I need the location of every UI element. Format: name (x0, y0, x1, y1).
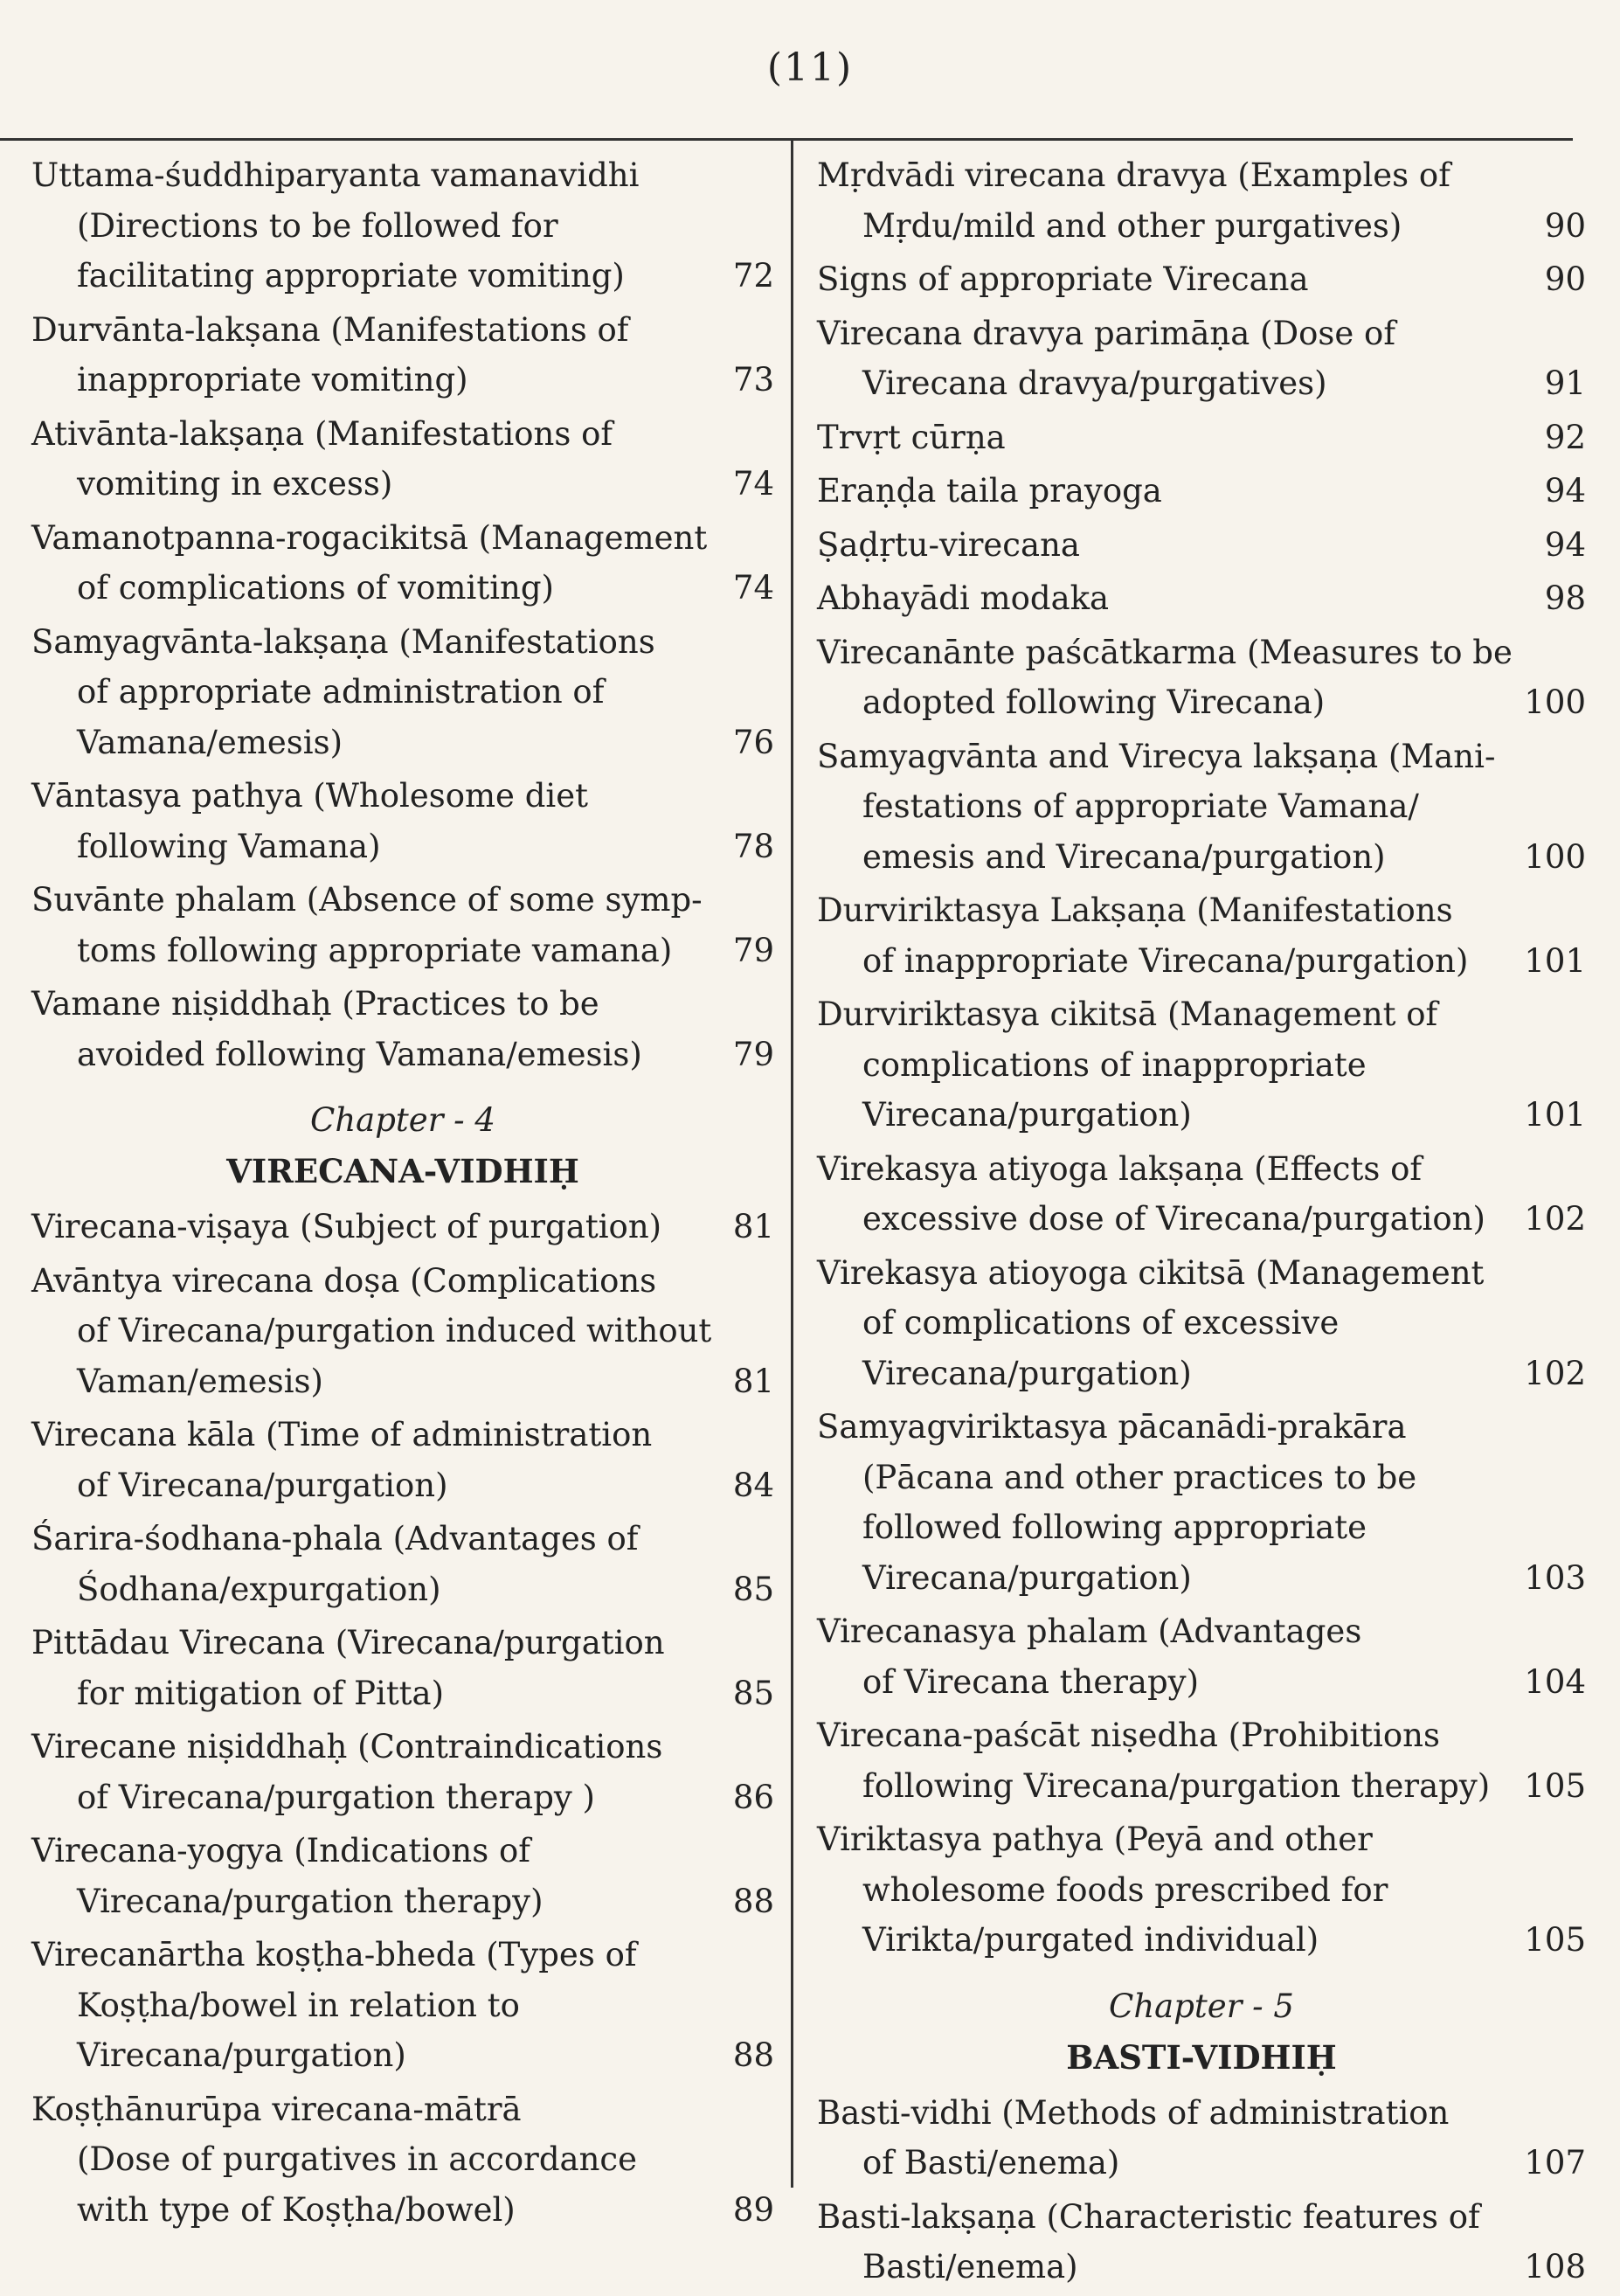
toc-page-number: 101 (1524, 1096, 1586, 1134)
toc-entry (817, 2192, 1586, 2293)
toc-entry-line: Ṣaḍṛtu-virecana (817, 525, 1080, 564)
toc-entry (817, 1814, 1586, 1966)
toc-entry-line: Virecane niṣiddhaḥ (Contraindications (31, 1728, 663, 1765)
toc-page-number: 94 (1544, 472, 1586, 510)
toc-entry-line: of inappropriate Virecana/purgation) (862, 941, 1469, 980)
toc-page-number: 76 (732, 723, 774, 761)
toc-page-number: 105 (1524, 1766, 1586, 1805)
toc-page-number: 86 (732, 1778, 774, 1816)
toc-entry-line: following Virecana/purgation therapy) (862, 1766, 1491, 1805)
toc-entry (817, 466, 1586, 517)
toc-entry (31, 1410, 774, 1510)
toc-entry (817, 732, 1586, 883)
toc-entry-line: following Vamana) (77, 827, 381, 865)
toc-entry-line: Virecana/purgation) (862, 1558, 1192, 1597)
toc-entry-line: Śodhana/expurgation) (77, 1570, 441, 1608)
toc-page-number: 88 (732, 2036, 774, 2074)
left-column (31, 150, 774, 2238)
toc-entry (31, 875, 774, 975)
toc-entry-line: Uttama-śuddhiparyanta vamanavidhi (31, 156, 640, 194)
toc-entry-line: inappropriate vomiting) (77, 361, 468, 399)
header-rule (0, 138, 1573, 141)
toc-page-number: 81 (732, 1208, 774, 1245)
toc-entry-line: Mṛdu/mild and other purgatives) (862, 206, 1402, 245)
toc-entry-line: of complications of vomiting) (77, 569, 554, 607)
toc-entry-line: Eraṇḍa taila prayoga (817, 472, 1162, 510)
toc-page-number: 107 (1524, 2144, 1586, 2182)
toc-entry-line: (Dose of purgatives in accordance (77, 2140, 638, 2178)
toc-entry-line: of Virecana/purgation) (77, 1466, 448, 1504)
toc-page-number: 90 (1544, 206, 1586, 245)
toc-entry-line: Durvānta-lakṣana (Manifestations of (31, 310, 629, 349)
toc-entry (31, 1826, 774, 1926)
page-number: (11) (766, 45, 854, 90)
toc-page-number: 79 (732, 931, 774, 969)
toc-page-number: 88 (732, 1882, 774, 1920)
toc-entry-line: Koṣṭha/bowel in relation to (77, 1986, 520, 2024)
toc-entry-line: emesis and Virecana/purgation) (862, 837, 1386, 876)
toc-entry-line: Samyagvānta-lakṣaṇa (Manifestations (31, 622, 655, 661)
toc-entry (31, 1514, 774, 1614)
toc-entry-line: Signs of appropriate Virecana (817, 260, 1309, 298)
toc-page-number: 101 (1524, 941, 1586, 980)
right-entries-after (817, 2088, 1586, 2293)
toc-entry-line: (Pācana and other practices to be (862, 1458, 1417, 1496)
toc-page-number: 104 (1524, 1662, 1586, 1701)
toc-page-number: 78 (732, 827, 774, 865)
toc-entry (817, 628, 1586, 728)
toc-entry (31, 513, 774, 614)
toc-page-number: 79 (732, 1035, 774, 1073)
toc-entry-line: Virecana-yogya (Indications of (31, 1832, 530, 1869)
toc-entry-line: Avāntya virecana doṣa (Complications (31, 1261, 657, 1300)
toc-entry-line: Virecanārtha koṣṭha-bheda (Types of (31, 1936, 637, 1973)
toc-page-number: 81 (732, 1362, 774, 1400)
toc-entry-line: Durviriktasya cikitsā (Management of (817, 995, 1438, 1033)
toc-page-number: 84 (732, 1466, 774, 1504)
toc-entry (31, 1256, 774, 1407)
toc-entry-line: Durviriktasya Lakṣaṇa (Manifestations (817, 891, 1453, 929)
toc-entry (31, 1930, 774, 2081)
toc-entry-line: Virecanānte paścātkarma (Measures to be (817, 633, 1513, 671)
left-entries-after (31, 1202, 774, 2235)
toc-entry (817, 573, 1586, 624)
toc-entry-line: Virecana-viṣaya (Subject of purgation) (31, 1208, 662, 1245)
toc-entry-line: Basti-vidhi (Methods of administration (817, 2093, 1450, 2132)
toc-entry-line: Virecana/purgation) (77, 2036, 406, 2074)
toc-entry-line: of complications of excessive (862, 1304, 1340, 1342)
chapter-title: VIRECANA-VIDHIḤ (226, 1152, 579, 1190)
toc-page-number: 90 (1544, 260, 1586, 298)
toc-entry-line: wholesome foods prescribed for (862, 1870, 1388, 1909)
toc-page-number: 108 (1524, 2248, 1586, 2286)
toc-entry-line: Virecana dravya parimāṇa (Dose of (817, 314, 1396, 352)
toc-entry (817, 413, 1586, 463)
toc-entry-line: Virecana/purgation therapy) (77, 1882, 543, 1920)
toc-entry (817, 150, 1586, 251)
toc-entry-line: Virecana/purgation) (862, 1096, 1192, 1134)
left-entries-before (31, 150, 774, 1079)
toc-entry (817, 1248, 1586, 1399)
toc-entry-line: Basti-lakṣaṇa (Characteristic features of (817, 2197, 1480, 2236)
toc-entry (31, 305, 774, 406)
toc-entry (817, 1144, 1586, 1245)
toc-entry-line: of Virecana/purgation therapy ) (77, 1778, 595, 1816)
toc-page-number: 103 (1524, 1558, 1586, 1597)
right-column (817, 150, 1586, 2296)
toc-entry (817, 1606, 1586, 1707)
toc-page-number: 91 (1544, 364, 1586, 402)
toc-entry (31, 1202, 774, 1252)
toc-entry-line: Basti/enema) (862, 2248, 1078, 2286)
toc-page-number: 100 (1524, 683, 1586, 721)
toc-page-number: 105 (1524, 1921, 1586, 1959)
toc-entry-line: Mṛdvādi virecana dravya (Examples of (817, 156, 1450, 194)
toc-entry-line: of Virecana therapy) (862, 1662, 1200, 1701)
chapter-title: BASTI-VIDHIḤ (1066, 2037, 1337, 2077)
toc-entry (817, 989, 1586, 1141)
toc-page-number: 89 (732, 2190, 774, 2229)
toc-entry-line: Samyagvānta and Virecya lakṣaṇa (Mani- (817, 737, 1496, 775)
toc-entry (31, 1722, 774, 1822)
toc-page-number: 85 (732, 1674, 774, 1712)
toc-entry-line: Śarira-śodhana-phala (Advantages of (31, 1520, 639, 1557)
toc-entry-line: vomiting in excess) (77, 465, 393, 503)
toc-page-number: 74 (732, 465, 774, 503)
right-entries-before (817, 150, 1586, 1966)
toc-entry (31, 1618, 774, 1718)
toc-entry-line: of appropriate administration of (77, 673, 605, 711)
toc-entry-line: Virikta/purgated individual) (862, 1921, 1319, 1959)
toc-entry-line: followed following appropriate (862, 1509, 1367, 1546)
toc-page-number: 100 (1524, 837, 1586, 876)
toc-page-number: 74 (732, 569, 774, 607)
toc-entry-line: complications of inappropriate (862, 1045, 1367, 1084)
toc-entry-line: Vāntasya pathya (Wholesome diet (31, 777, 589, 815)
toc-entry-line: Virekasya atioyoga cikitsā (Management (817, 1253, 1485, 1292)
toc-entry-line: Virecanasya phalam (Advantages (817, 1613, 1362, 1650)
toc-entry-line: Vamane niṣiddhaḥ (Practices to be (31, 985, 599, 1023)
toc-entry-line: adopted following Virecana) (862, 683, 1326, 721)
toc-entry (817, 254, 1586, 305)
column-divider (791, 138, 793, 2188)
toc-entry-line: Viriktasya pathya (Peyā and other (817, 1821, 1373, 1858)
toc-entry-line: Suvānte phalam (Absence of some symp- (31, 881, 703, 919)
toc-entry (817, 309, 1586, 409)
toc-entry-line: Vamana/emesis) (77, 723, 343, 761)
toc-entry-line: Virecana-paścāt niṣedha (Prohibitions (817, 1717, 1440, 1754)
chapter-label: Chapter - 4 (310, 1101, 495, 1139)
toc-page-number: 85 (732, 1570, 774, 1608)
toc-entry-line: Samyagviriktasya pācanādi-prakāra (817, 1408, 1407, 1446)
toc-page-number: 92 (1544, 418, 1586, 456)
toc-entry (31, 771, 774, 871)
toc-entry (31, 409, 774, 510)
toc-entry-line: of Basti/enema) (862, 2144, 1120, 2182)
toc-entry (817, 1710, 1586, 1811)
toc-page-number: 102 (1524, 1354, 1586, 1392)
toc-entry-line: for mitigation of Pitta) (77, 1674, 445, 1712)
toc-entry-line: Vamanotpanna-rogacikitsā (Management (31, 518, 708, 557)
toc-entry-line: Vaman/emesis) (77, 1362, 323, 1400)
toc-entry (817, 885, 1586, 986)
toc-entry-line: avoided following Vamana/emesis) (77, 1035, 642, 1073)
toc-page-number: 102 (1524, 1200, 1586, 1238)
toc-entry-line: Virecana dravya/purgatives) (862, 364, 1327, 402)
toc-entry-line: Trvṛt cūrṇa (817, 418, 1006, 456)
toc-page-number: 94 (1544, 525, 1586, 564)
toc-entry-line: toms following appropriate vamana) (77, 931, 673, 969)
toc-entry (817, 520, 1586, 571)
toc-page-number: 72 (732, 257, 774, 295)
toc-entry-line: (Directions to be followed for (77, 206, 558, 245)
toc-entry-line: Pittādau Virecana (Virecana/purgation (31, 1624, 665, 1661)
toc-entry-line: with type of Koṣṭha/bowel) (77, 2190, 516, 2229)
toc-entry-line: of Virecana/purgation induced without (77, 1312, 712, 1349)
toc-entry-line: Ativānta-lakṣaṇa (Manifestations of (31, 414, 613, 453)
toc-entry-line: Koṣṭhānurūpa virecana-mātrā (31, 2090, 522, 2128)
toc-page-number: 98 (1544, 579, 1586, 617)
toc-entry-line: Virecana kāla (Time of administration (31, 1416, 653, 1453)
toc-page-number: 73 (732, 361, 774, 399)
toc-entry-line: facilitating appropriate vomiting) (77, 257, 625, 295)
toc-entry (31, 979, 774, 1079)
chapter-label: Chapter - 5 (1109, 1987, 1294, 2025)
toc-entry (31, 2084, 774, 2236)
toc-entry (817, 2088, 1586, 2188)
toc-entry-line: festations of appropriate Vamana/ (862, 787, 1419, 825)
toc-entry (31, 150, 774, 302)
toc-entry (817, 1402, 1586, 1603)
toc-entry-line: Virecana/purgation) (862, 1354, 1192, 1392)
toc-entry (31, 617, 774, 768)
toc-entry-line: excessive dose of Virecana/purgation) (862, 1200, 1485, 1238)
toc-entry-line: Abhayādi modaka (817, 579, 1110, 617)
toc-entry-line: Virekasya atiyoga lakṣaṇa (Effects of (817, 1149, 1423, 1188)
